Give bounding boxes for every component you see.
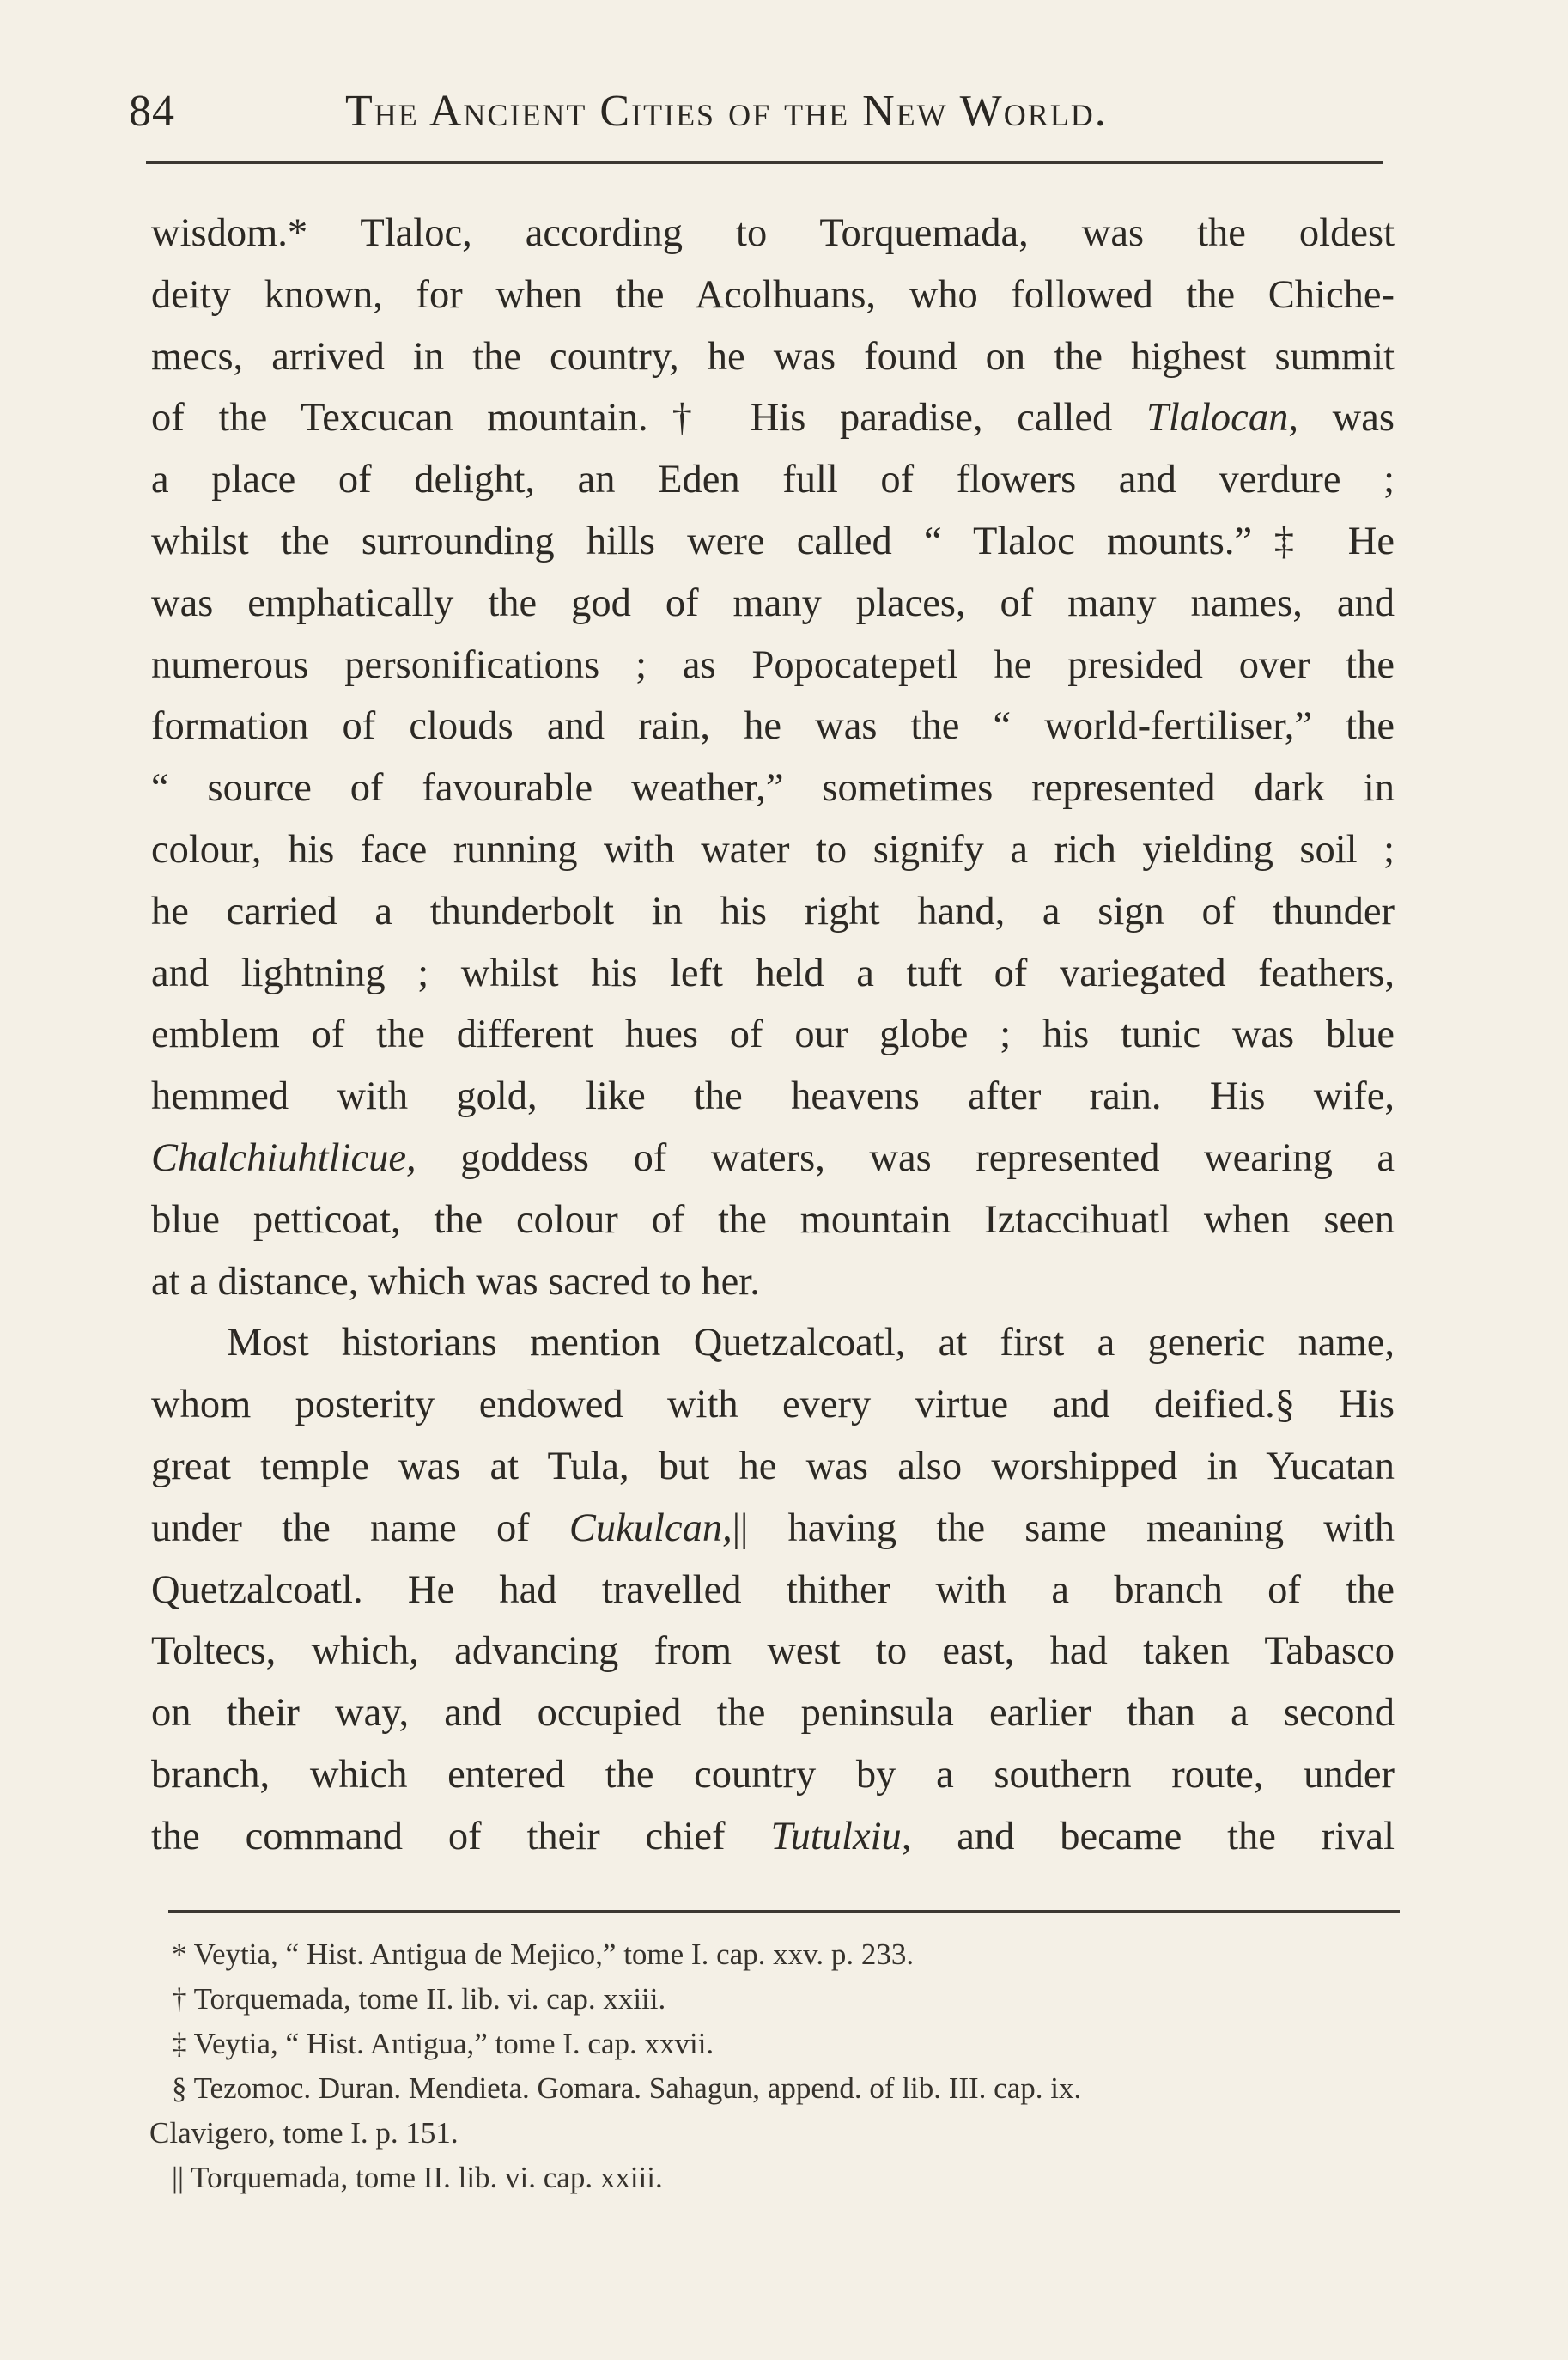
- text-line: numerous personifications ; as Popocatepetl he presided over the: [151, 642, 1395, 687]
- footnote-continuation: Clavigero, tome I. p. 151.: [149, 2116, 459, 2150]
- text-line: branch, which entered the country by a southern route, under: [151, 1752, 1395, 1797]
- text-line: “ source of favourable weather,” sometimes represented dark in: [151, 766, 1395, 811]
- text-line: deity known, for when the Acolhuans, who followed the Chiche-: [151, 272, 1395, 317]
- text-line: emblem of the different hues of our globe ; his tunic was blue: [151, 1013, 1395, 1057]
- italic-term: Tlalocan,: [1146, 396, 1298, 441]
- text-line: colour, his face running with water to signify a rich yielding soil ;: [151, 827, 1395, 872]
- footnotes: [149, 1932, 1408, 2200]
- text-line: great temple was at Tula, but he was also worshipped in Yucatan: [151, 1444, 1395, 1488]
- body-text: [151, 203, 1395, 1868]
- running-title: The Ancient Cities of the New World.: [345, 87, 1108, 136]
- footnote: † Torquemada, tome II. lib. vi. cap. xxiii.: [172, 1982, 666, 2016]
- text-line: Most historians mention Quetzalcoatl, at first a generic name,: [227, 1321, 1395, 1366]
- text-line: hemmed with gold, like the heavens after rain. His wife,: [151, 1074, 1395, 1119]
- footnote-rule: [168, 1910, 1400, 1913]
- text-line: Chalchiuhtlicue, goddess of waters, was represented wearing a: [151, 1135, 1395, 1180]
- text-line: blue petticoat, the colour of the mountain Iztaccihuatl when seen: [151, 1197, 1395, 1242]
- text-line: whom posterity endowed with every virtue and deified.§ His: [151, 1383, 1395, 1427]
- text-line: at a distance, which was sacred to her.: [151, 1259, 760, 1304]
- text-line: was emphatically the god of many places, of many names, and: [151, 581, 1395, 625]
- text-line: and lightning ; whilst his left held a tuft of variegated feathers,: [151, 951, 1395, 995]
- page-number: 84: [129, 87, 175, 136]
- text-line: he carried a thunderbolt in his right hand, a sign of thunder: [151, 889, 1395, 934]
- text-line: Toltecs, which, advancing from west to east, had taken Tabasco: [151, 1629, 1395, 1674]
- footnote: * Veytia, “ Hist. Antigua de Mejico,” tome I. cap. xxv. p. 233.: [172, 1937, 915, 1971]
- text-line: Quetzalcoatl. He had travelled thither with a branch of the: [151, 1567, 1395, 1612]
- text-line: mecs, arrived in the country, he was found on the highest summit: [151, 334, 1395, 379]
- footnote: § Tezomoc. Duran. Mendieta. Gomara. Sahagun, append. of lib. III. cap. ix.: [172, 2071, 1082, 2105]
- text-line: of the Texcucan mountain.† His paradise, called Tlalocan, was: [151, 396, 1395, 441]
- text-line: under the name of Cukulcan,|| having the same meaning with: [151, 1505, 1395, 1550]
- text-line: wisdom.* Tlaloc, according to Torquemada, was the oldest: [151, 211, 1395, 255]
- text-line: whilst the surrounding hills were called “ Tlaloc mounts.”‡ He: [151, 519, 1395, 563]
- text-line: formation of clouds and rain, he was the “ world-fertiliser,” the: [151, 704, 1395, 749]
- header-rule: [146, 161, 1383, 164]
- italic-term: Tutulxiu,: [770, 1814, 912, 1858]
- italic-term: Chalchiuhtlicue,: [151, 1135, 416, 1180]
- text-line: on their way, and occupied the peninsula earlier than a second: [151, 1691, 1395, 1736]
- text-line: a place of delight, an Eden full of flowers and verdure ;: [151, 458, 1395, 502]
- footnote: || Torquemada, tome II. lib. vi. cap. xxiii.: [172, 2161, 663, 2194]
- italic-term: Cukulcan,: [568, 1505, 732, 1550]
- footnote: ‡ Veytia, “ Hist. Antigua,” tome I. cap. xxvii.: [172, 2027, 714, 2060]
- running-head: [129, 79, 1391, 139]
- text-line: the command of their chief Tutulxiu, and became the rival: [151, 1814, 1395, 1858]
